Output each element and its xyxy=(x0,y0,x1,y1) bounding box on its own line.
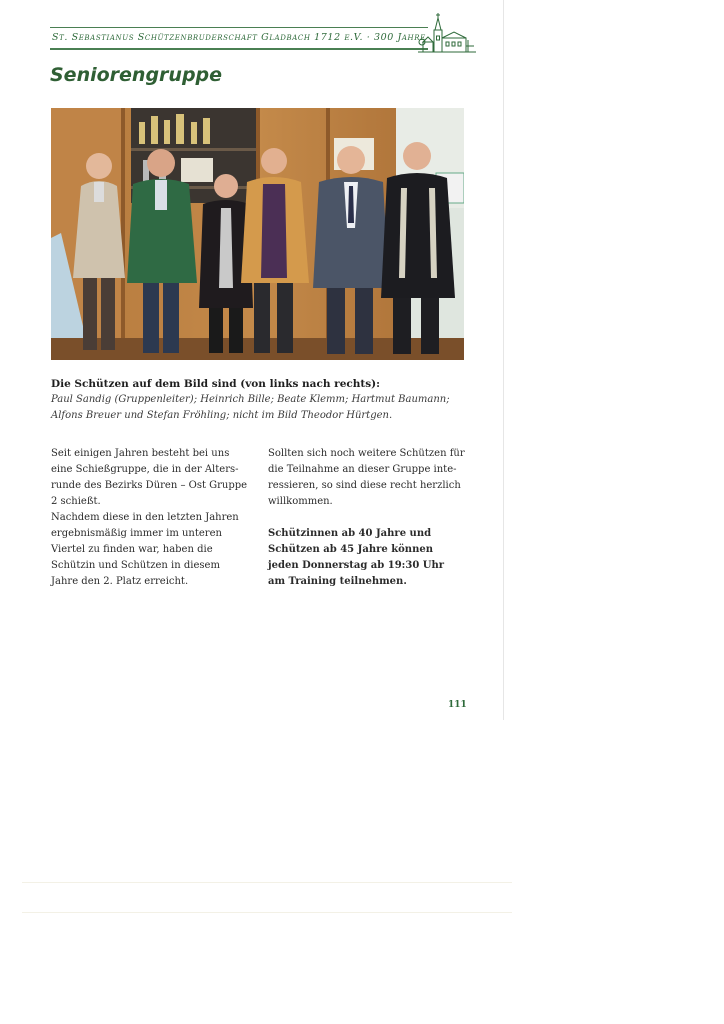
body-line: 2 schießt. xyxy=(51,496,101,507)
caption-names-line: Alfons Breuer und Stefan Fröhling; nicht im Bild Theodor Hürtgen. xyxy=(51,410,393,421)
training-info-line: Schützen ab 45 Jahre können xyxy=(268,544,433,555)
caption-names-line: Paul Sandig (Gruppenleiter); Heinrich Bille; Beate Klemm; Hartmut Baumann; xyxy=(51,394,450,405)
body-line: eine Schießgruppe, die in der Alters- xyxy=(51,464,239,475)
body-line: willkommen. xyxy=(268,496,333,507)
church-village-logo-icon xyxy=(418,12,476,58)
body-line: die Teilnahme an dieser Gruppe inte- xyxy=(268,464,457,475)
body-line: Sollten sich noch weitere Schützen für xyxy=(268,448,465,459)
scan-artifact-line xyxy=(22,912,512,913)
body-line: Jahre den 2. Platz erreicht. xyxy=(51,576,189,587)
body-column-right xyxy=(268,446,473,590)
body-line: Schützin und Schützen in diesem xyxy=(51,560,220,571)
page-number: 111 xyxy=(448,700,467,710)
article-title: Seniorengruppe xyxy=(50,64,223,86)
group-photo-six-people xyxy=(51,108,464,360)
training-info-line: jeden Donnerstag ab 19:30 Uhr xyxy=(268,560,445,571)
body-column-left xyxy=(51,446,256,590)
body-line: ressieren, so sind diese recht herzlich xyxy=(268,480,461,491)
body-line: Seit einigen Jahren besteht bei uns xyxy=(51,448,230,459)
training-info-line: Schützinnen ab 40 Jahre und xyxy=(268,528,432,539)
running-title: St. Sebastianus Schützenbruderschaft Gladbach 1712 e.V. · 300 Jahre xyxy=(52,32,426,43)
group-photo xyxy=(51,108,464,360)
header-rule xyxy=(50,48,428,50)
photo-caption xyxy=(51,376,471,424)
running-header xyxy=(50,24,475,56)
body-line: ergebnismäßig immer im unteren xyxy=(51,528,222,539)
body-line: runde des Bezirks Düren – Ost Gruppe xyxy=(51,480,248,491)
body-line: Viertel zu finden war, haben die xyxy=(51,544,213,555)
caption-heading: Die Schützen auf dem Bild sind (von links nach rechts): xyxy=(51,378,381,390)
header-rule-top xyxy=(50,27,428,28)
page-edge xyxy=(503,0,504,720)
scan-artifact-line xyxy=(22,882,512,883)
training-info-line: am Training teilnehmen. xyxy=(268,576,407,587)
body-line: Nachdem diese in den letzten Jahren xyxy=(51,512,239,523)
